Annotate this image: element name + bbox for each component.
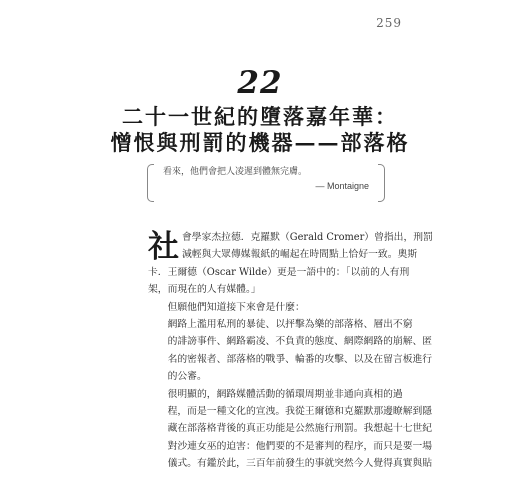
paragraph-4 (148, 386, 433, 473)
paragraph-line: 很明顯的，網路媒體活動的循環周期並非通向真相的過 (167, 388, 403, 400)
paragraph-line: 但願他們知道接下來會是什麼： (167, 301, 305, 313)
paragraph-line: 藏在部落格背後的真正功能是公然施行刑罰。我想起十七世紀 (167, 423, 433, 435)
paragraph-line: 的誹謗事件、網路霸凌、不負責的態度、網際網路的崩解、匿 (167, 336, 433, 348)
paragraph-line: 網路上濫用私刑的暴徒、以抨擊為樂的部落格、層出不窮 (167, 319, 413, 331)
paragraph-line: 名的密報者、部落格的戰爭、輪番的攻擊、以及在留言板進行 (167, 353, 433, 365)
paragraph-line: 程，而是一種文化的宣洩。我從王爾德和克羅默那邊瞭解到隱 (167, 406, 433, 418)
paragraph-line: 架，而現在的人有媒體。」 (148, 284, 261, 296)
paragraph-line: 的公審。 (167, 371, 207, 383)
chapter-title-line-1: 二十一世紀的墮落嘉年華： (122, 104, 398, 129)
epigraph (147, 164, 385, 202)
epigraph-source: — Montaigne (315, 181, 369, 191)
epigraph-quote: 看來，他們會把人凌遲到體無完膚。 (163, 167, 308, 177)
epigraph-left-bracket (147, 164, 154, 202)
paragraph-line: 會學家杰拉德．克羅默（Gerald Cromer）曾指出，刑罰 (182, 232, 433, 243)
epigraph-right-bracket (378, 164, 385, 202)
paragraph-line: 減輕與大眾傳媒報紙的崛起在時間點上恰好一致。奧斯 (182, 249, 418, 261)
paragraph-line: 儀式。有鑑於此，三百年前發生的事就突然今人覺得真實與貼 (167, 458, 433, 470)
chapter-number: 22 (237, 65, 283, 101)
paragraph-1 (148, 229, 433, 299)
paragraph-line: 對沙連女巫的迫害：他們要的不是審判的程序，而只是要一場 (167, 440, 433, 452)
drop-cap: 社 (148, 229, 179, 265)
page-number: 259 (376, 16, 402, 30)
paragraph-3 (148, 316, 433, 386)
paragraph-2 (148, 299, 385, 316)
paragraph-line: 卡．王爾德（Oscar Wilde）更是一語中的：「以前的人有刑 (148, 266, 410, 278)
body-text (148, 229, 433, 473)
chapter-title-line-2: 憎恨與刑罰的機器——部落格 (110, 130, 410, 155)
